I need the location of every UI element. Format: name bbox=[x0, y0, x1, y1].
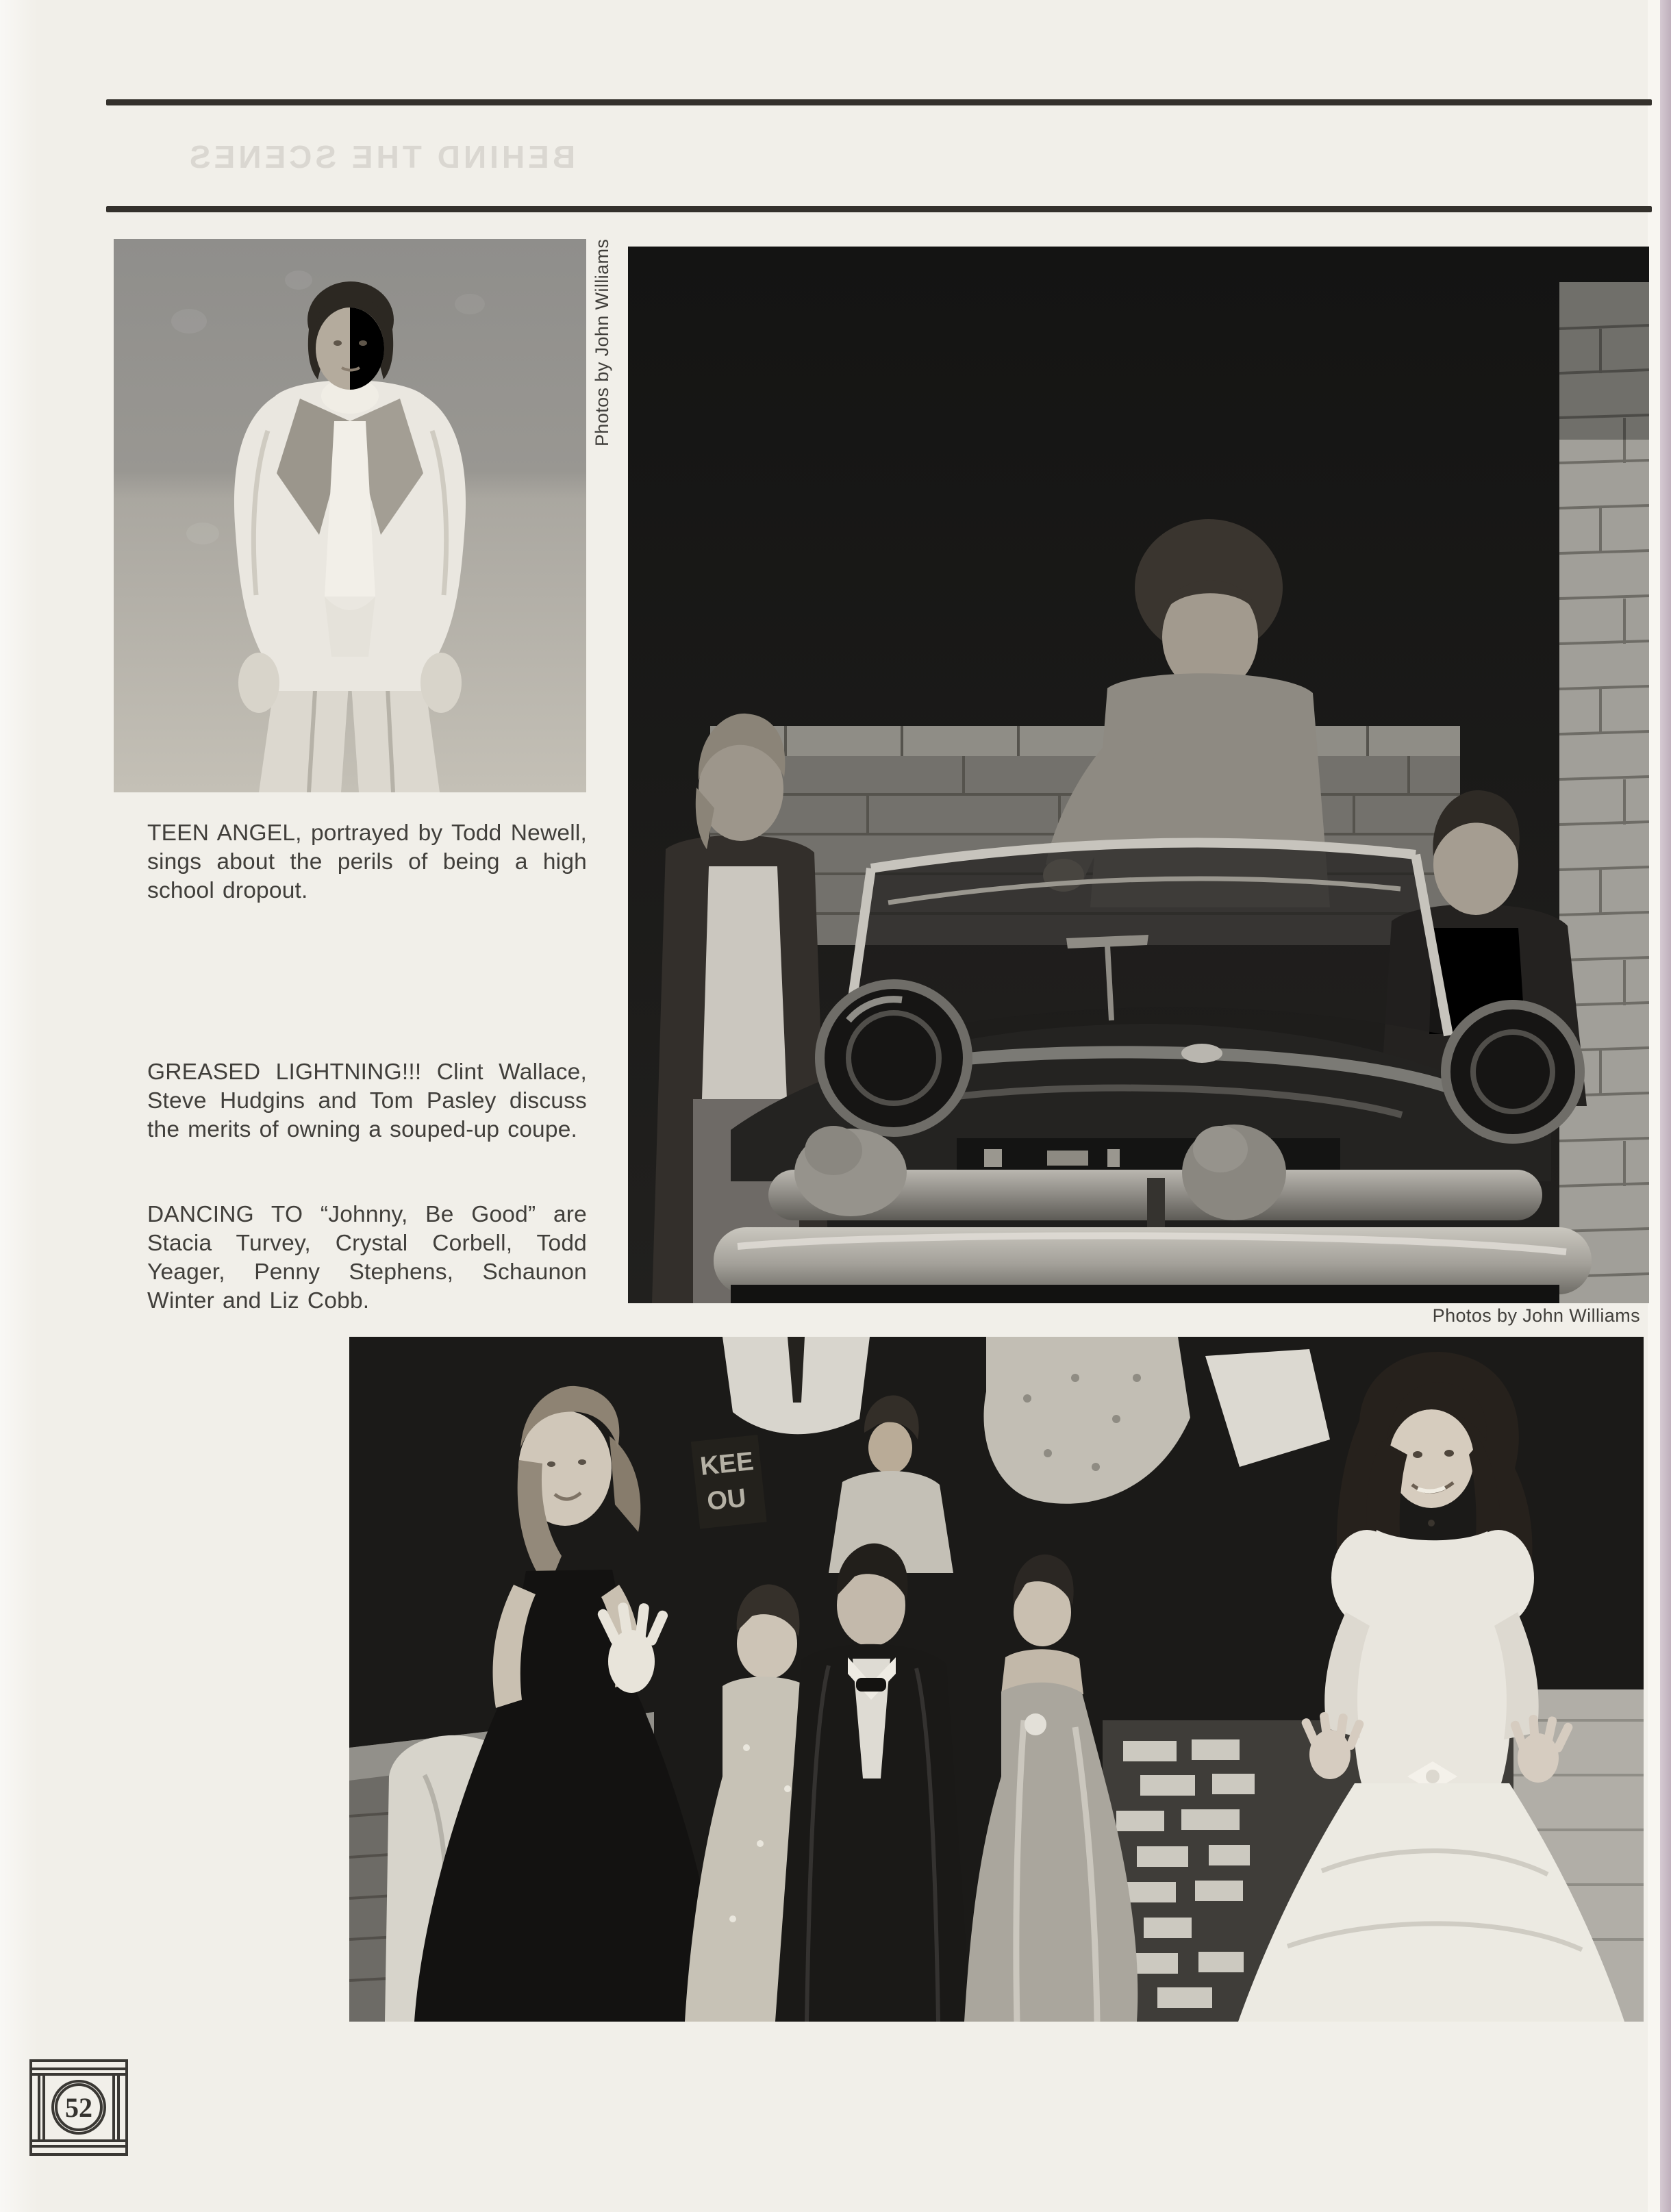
photo-car-scene bbox=[628, 247, 1649, 1303]
scan-edge-right-pink bbox=[1660, 0, 1671, 2212]
photo-dance-scene bbox=[349, 1337, 1644, 2022]
show-through-title: BEHIND THE SCENES bbox=[186, 139, 575, 175]
photo-credit-vertical: Photos by John Williams bbox=[592, 238, 612, 447]
dance-scene-illustration bbox=[349, 1337, 1644, 2022]
photo-teen-angel bbox=[114, 239, 586, 792]
photo-credit-bottom: Photos by John Williams bbox=[1432, 1305, 1640, 1326]
page-number-ornament bbox=[29, 2059, 128, 2156]
sign-text-line2: OU bbox=[705, 1483, 748, 1517]
page-number: 52 bbox=[65, 2092, 92, 2123]
scan-edge-left bbox=[0, 0, 38, 2212]
top-rule-lower bbox=[106, 206, 1652, 212]
caption-greased-lightning: GREASED LIGHTNING!!! Clint Wallace, Steve Hudgins and Tom Pasley discuss the merits of owning a souped-up coupe. bbox=[147, 1059, 587, 1142]
caption-dancing: DANCING TO “Johnny, Be Good” are Stacia Turvey, Crystal Corbell, Todd Yeager, Penny Stephens, Schaunon Winter and Liz Cobb. bbox=[147, 1202, 587, 1314]
caption-teen-angel: TEEN ANGEL, portrayed by Todd Newell, sings about the perils of being a high school dropout. bbox=[147, 820, 587, 903]
sign-text-line1: KEE bbox=[699, 1446, 755, 1481]
keep-out-sign bbox=[691, 1435, 767, 1529]
scan-edge-right-white bbox=[1648, 0, 1660, 2212]
top-rule-upper bbox=[106, 99, 1652, 105]
teen-angel-illustration bbox=[114, 239, 586, 792]
car-scene-illustration bbox=[628, 247, 1649, 1303]
